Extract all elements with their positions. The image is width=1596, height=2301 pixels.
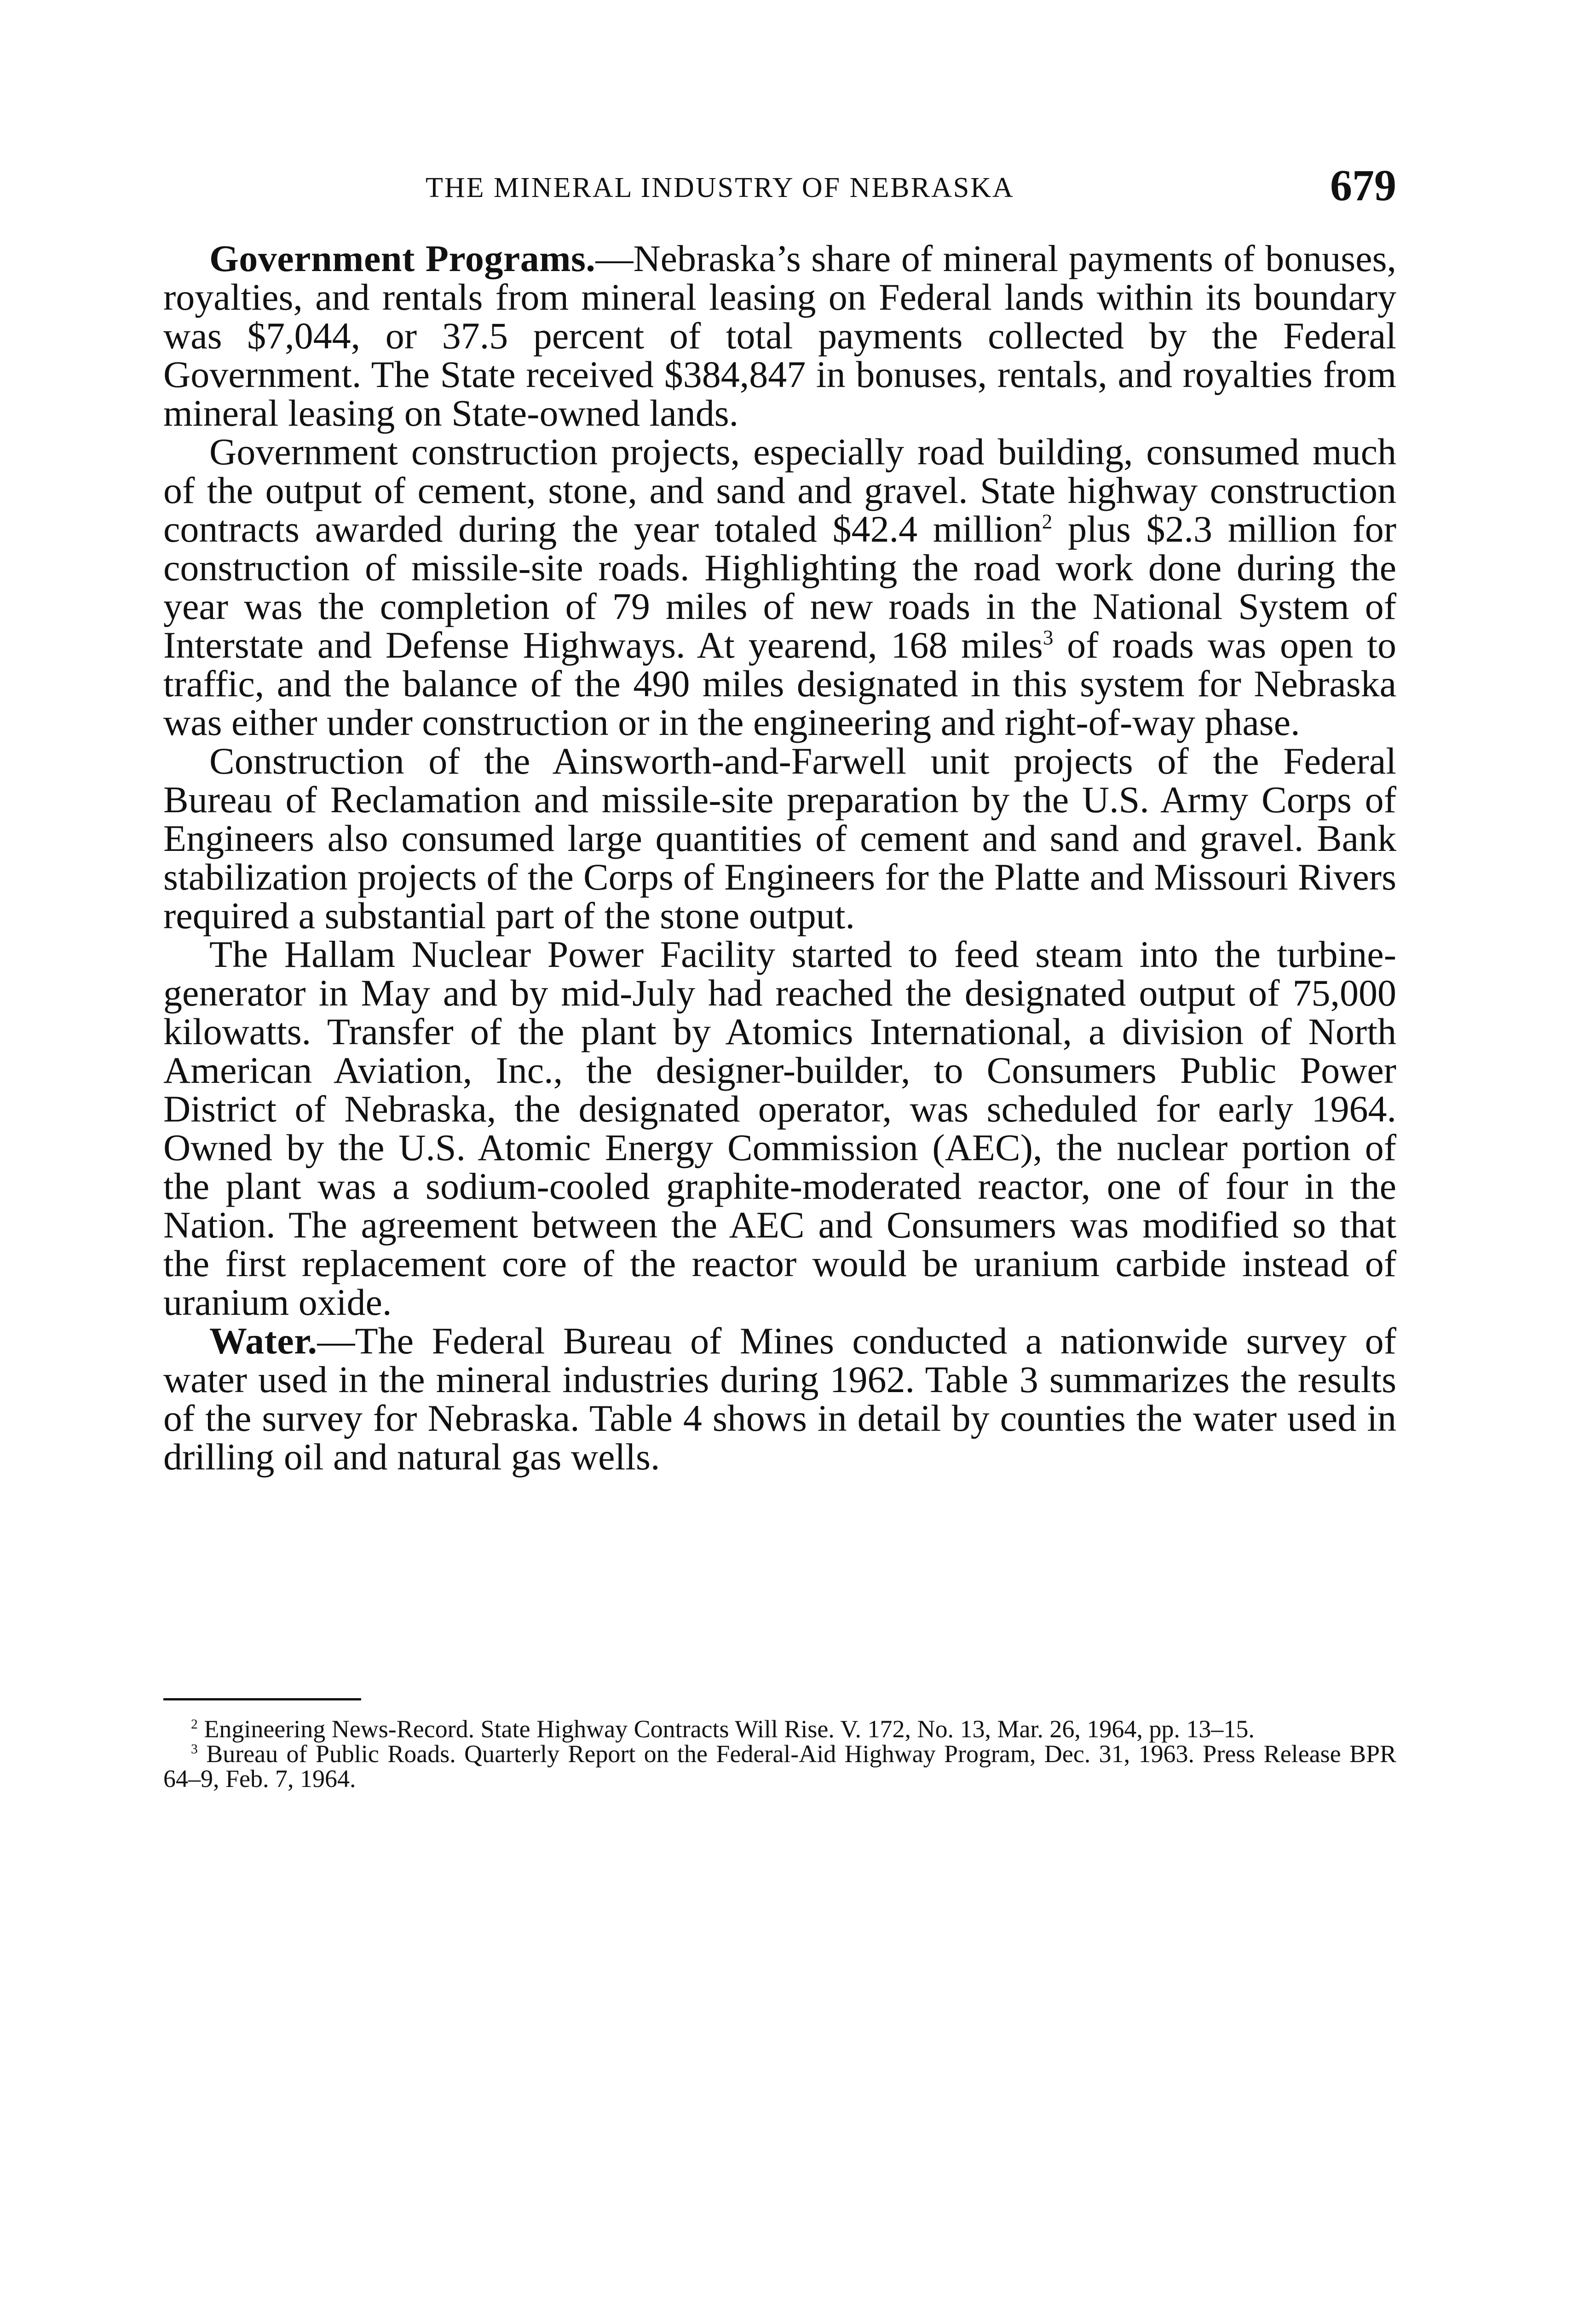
running-title: THE MINERAL INDUSTRY OF NEBRASKA [426, 172, 1014, 203]
footnote-divider [163, 1698, 361, 1700]
footnote-2 [163, 1717, 1396, 1741]
page-header [163, 163, 1396, 223]
paragraph-text: —Nebraska’s share of mineral payments of bonuses, royalties, and rentals from mineral leasing on Federal lands within its boundary was $7,044, or 37.5 percent of total payments collected by the Federal Government. The State received $384,847 in bonuses, rentals, and royalties from mineral leasing on State-owned lands. [163, 237, 1396, 434]
paragraph-text: The Hallam Nuclear Power Facility started to feed steam into the turbine-generator in May and by mid-July had reached the designated output of 75,000 kilowatts. Transfer of the plant by Atomics International, a division of North American Aviation, Inc., the designer-builder, to Consumers Public Power District of Nebraska, the designated operator, was scheduled for early 1964. Owned by the U.S. Atomic Energy Commission (AEC), the nuclear portion of the plant was a sodium-cooled graphite-moderated reactor, one of four in the Nation. The agreement between the AEC and Consumers was modified so that the first replacement core of the reactor would be uranium carbide instead of uranium oxide. [163, 933, 1396, 1323]
paragraph-text: of roads was open to traffic, and the balance of the 490 miles designated in this system for Nebraska was either under construction or in the engineering and right-of-way phase. [163, 624, 1396, 743]
paragraph-heading: Water. [209, 1320, 317, 1362]
paragraph-hallam-nuclear [163, 935, 1396, 1322]
paragraph-government-programs [163, 239, 1396, 433]
footnotes [163, 1717, 1396, 1791]
paragraph-ainsworth-farwell [163, 742, 1396, 935]
footnote-ref: 2 [1042, 510, 1053, 533]
body-text [163, 239, 1396, 1476]
paragraph-heading: Government Programs. [209, 237, 596, 279]
paragraph-text: plus $2.3 million for construction of missile-site roads. Highlighting the road work done during the year was the completion of 79 miles of new roads in the National System of Interstate and Defense Highways. At yearend, 168 miles [163, 508, 1397, 666]
page-number: 679 [1330, 161, 1396, 210]
footnote-marker: 3 [191, 1742, 198, 1757]
footnote-ref: 3 [1043, 626, 1054, 649]
footnote-3 [163, 1741, 1396, 1791]
paragraph-text: Construction of the Ainsworth-and-Farwell unit projects of the Federal Bureau of Reclamation and missile-site preparation by the U.S. Army Corps of Engineers also consumed large quantities of cement and sand and gravel. Bank stabilization projects of the Corps of Engineers for the Platte and Missouri Rivers required a substantial part of the stone output. [163, 740, 1396, 937]
footnote-text: Bureau of Public Roads. Quarterly Report on the Federal-Aid Highway Program, Dec. 31, 1963. Press Release BPR 64–9, Feb. 7, 1964. [163, 1740, 1397, 1792]
paragraph-text: —The Federal Bureau of Mines conducted a nationwide survey of water used in the mineral industries during 1962. Table 3 summarizes the results of the survey for Nebraska. Table 4 shows in detail by counties the water used in drilling oil and natural gas wells. [163, 1320, 1396, 1478]
paragraph-construction-projects [163, 433, 1396, 742]
paragraph-water [163, 1322, 1396, 1476]
footnote-marker: 2 [191, 1717, 198, 1732]
paragraph-text: Government construction projects, especially road building, consumed much of the output of cement, stone, and sand and gravel. State highway construction contracts awarded during the year totaled $42.4 million [163, 431, 1396, 550]
footnote-text: Engineering News-Record. State Highway Contracts Will Rise. V. 172, No. 13, Mar. 26, 1964, pp. 13–15. [204, 1715, 1255, 1743]
